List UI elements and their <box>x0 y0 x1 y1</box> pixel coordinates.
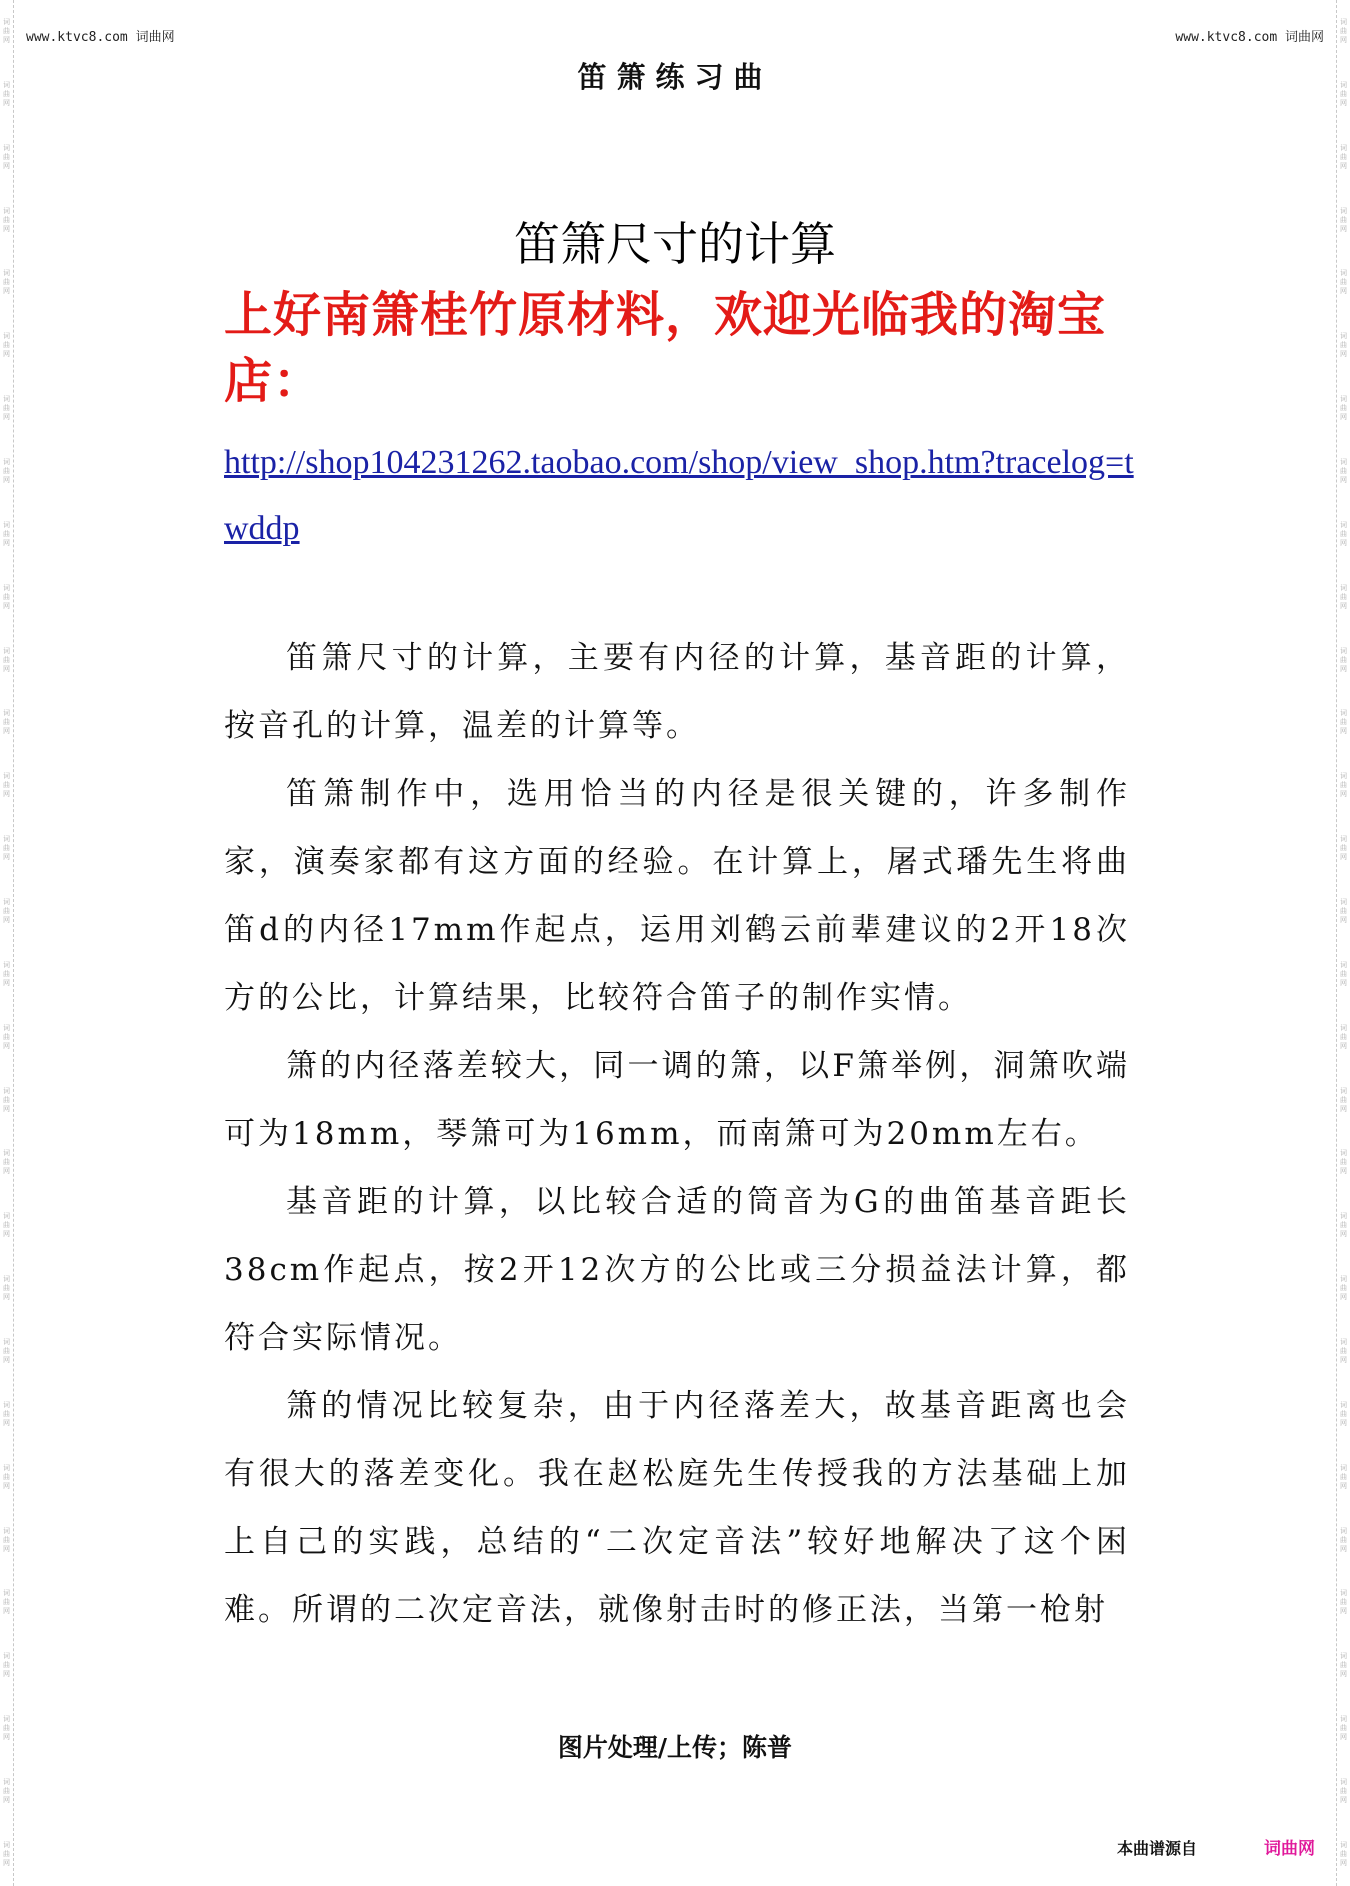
watermark-mark: 词曲网 <box>3 1337 10 1364</box>
watermark-mark: 词曲网 <box>3 269 10 296</box>
paragraph: 笛箫制作中，选用恰当的内径是很关键的，许多制作家，演奏家都有这方面的经验。在计算上，屠式璠先生将曲笛d的内径17mm作起点，运用刘鹤云前辈建议的2开18次方的公比，计算结果，比较符合笛子的制作实情。 <box>224 776 1130 1016</box>
watermark-mark: 词曲网 <box>3 1526 10 1553</box>
article-body <box>224 624 1130 1644</box>
watermark-mark: 词曲网 <box>1340 897 1347 924</box>
shop-advertisement: 上好南箫桂竹原材料，欢迎光临我的淘宝店： <box>224 287 1107 409</box>
watermark-mark: 词曲网 <box>3 1652 10 1679</box>
watermark-mark: 词曲网 <box>1340 1589 1347 1616</box>
article-title: 笛箫尺寸的计算 <box>514 217 836 271</box>
watermark-mark: 词曲网 <box>1340 395 1347 422</box>
document-header-title: 笛箫练习曲 <box>577 60 773 94</box>
watermark-mark: 词曲网 <box>1340 646 1347 673</box>
watermark-mark: 词曲网 <box>1340 1337 1347 1364</box>
watermark-mark: 词曲网 <box>3 1212 10 1239</box>
right-watermark-strip <box>1336 0 1350 1886</box>
watermark-mark: 词曲网 <box>3 835 10 862</box>
watermark-mark: 词曲网 <box>1340 1463 1347 1490</box>
watermark-mark: 词曲网 <box>1340 1715 1347 1742</box>
source-label: 本曲谱源自 <box>1117 1839 1198 1858</box>
watermark-mark: 词曲网 <box>3 709 10 736</box>
watermark-mark: 词曲网 <box>1340 1212 1347 1239</box>
paragraph: 箫的情况比较复杂，由于内径落差大，故基音距离也会有很大的落差变化。我在赵松庭先生传授我的方法基础上加上自己的实践，总结的“二次定音法”较好地解决了这个困难。所谓的二次定音法，就像射击时的修正法，当第一枪射 <box>224 1388 1130 1628</box>
watermark-mark: 词曲网 <box>1340 1400 1347 1427</box>
watermark-mark: 词曲网 <box>1340 269 1347 296</box>
watermark-mark: 词曲网 <box>1340 709 1347 736</box>
watermark-mark: 词曲网 <box>3 772 10 799</box>
watermark-mark: 词曲网 <box>1340 1275 1347 1302</box>
watermark-mark: 词曲网 <box>1340 1526 1347 1553</box>
watermark-mark: 词曲网 <box>3 17 10 44</box>
watermark-mark: 词曲网 <box>1340 583 1347 610</box>
watermark-mark: 词曲网 <box>1340 80 1347 107</box>
watermark-mark: 词曲网 <box>3 457 10 484</box>
site-url-left: www.ktvc8.com 词曲网 <box>26 30 175 45</box>
watermark-mark: 词曲网 <box>3 1777 10 1804</box>
watermark-mark: 词曲网 <box>3 143 10 170</box>
watermark-mark: 词曲网 <box>1340 206 1347 233</box>
watermark-mark: 词曲网 <box>1340 1086 1347 1113</box>
watermark-mark: 词曲网 <box>3 646 10 673</box>
paragraph: 基音距的计算，以比较合适的筒音为G的曲笛基音距长38cm作起点，按2开12次方的公比或三分损益法计算，都符合实际情况。 <box>224 1184 1130 1356</box>
watermark-mark: 词曲网 <box>3 960 10 987</box>
watermark-mark: 词曲网 <box>3 1086 10 1113</box>
paragraph: 箫的内径落差较大，同一调的箫，以F箫举例，洞箫吹端可为18mm，琴箫可为16mm，而南箫可为20mm左右。 <box>224 1048 1130 1152</box>
watermark-mark: 词曲网 <box>3 520 10 547</box>
watermark-mark: 词曲网 <box>1340 457 1347 484</box>
watermark-mark: 词曲网 <box>1340 332 1347 359</box>
watermark-mark: 词曲网 <box>1340 520 1347 547</box>
watermark-mark: 词曲网 <box>3 1149 10 1176</box>
watermark-mark: 词曲网 <box>3 1463 10 1490</box>
left-watermark-strip <box>0 0 14 1886</box>
watermark-mark: 词曲网 <box>3 583 10 610</box>
upload-credit: 图片处理/上传；陈普 <box>557 1733 793 1762</box>
watermark-mark: 词曲网 <box>1340 143 1347 170</box>
watermark-mark: 词曲网 <box>3 1589 10 1616</box>
watermark-mark: 词曲网 <box>1340 17 1347 44</box>
watermark-mark: 词曲网 <box>1340 1652 1347 1679</box>
watermark-mark: 词曲网 <box>1340 1023 1347 1050</box>
watermark-mark: 词曲网 <box>3 206 10 233</box>
watermark-mark: 词曲网 <box>3 1400 10 1427</box>
watermark-mark: 词曲网 <box>1340 1840 1347 1867</box>
shop-link[interactable]: http://shop104231262.taobao.com/shop/view_shop.htm?tracelog=twddp <box>224 444 1134 547</box>
paragraph: 笛箫尺寸的计算，主要有内径的计算，基音距的计算，按音孔的计算，温差的计算等。 <box>224 640 1130 744</box>
watermark-mark: 词曲网 <box>1340 1777 1347 1804</box>
watermark-mark: 词曲网 <box>3 1840 10 1867</box>
watermark-mark: 词曲网 <box>3 1023 10 1050</box>
watermark-mark: 词曲网 <box>1340 835 1347 862</box>
site-url-right: www.ktvc8.com 词曲网 <box>1175 30 1324 45</box>
watermark-mark: 词曲网 <box>1340 960 1347 987</box>
watermark-mark: 词曲网 <box>3 395 10 422</box>
source-site-logo: 词曲网 <box>1264 1839 1315 1859</box>
watermark-mark: 词曲网 <box>3 332 10 359</box>
watermark-mark: 词曲网 <box>3 1715 10 1742</box>
watermark-mark: 词曲网 <box>1340 1149 1347 1176</box>
watermark-mark: 词曲网 <box>3 897 10 924</box>
watermark-mark: 词曲网 <box>1340 772 1347 799</box>
watermark-mark: 词曲网 <box>3 80 10 107</box>
watermark-mark: 词曲网 <box>3 1275 10 1302</box>
